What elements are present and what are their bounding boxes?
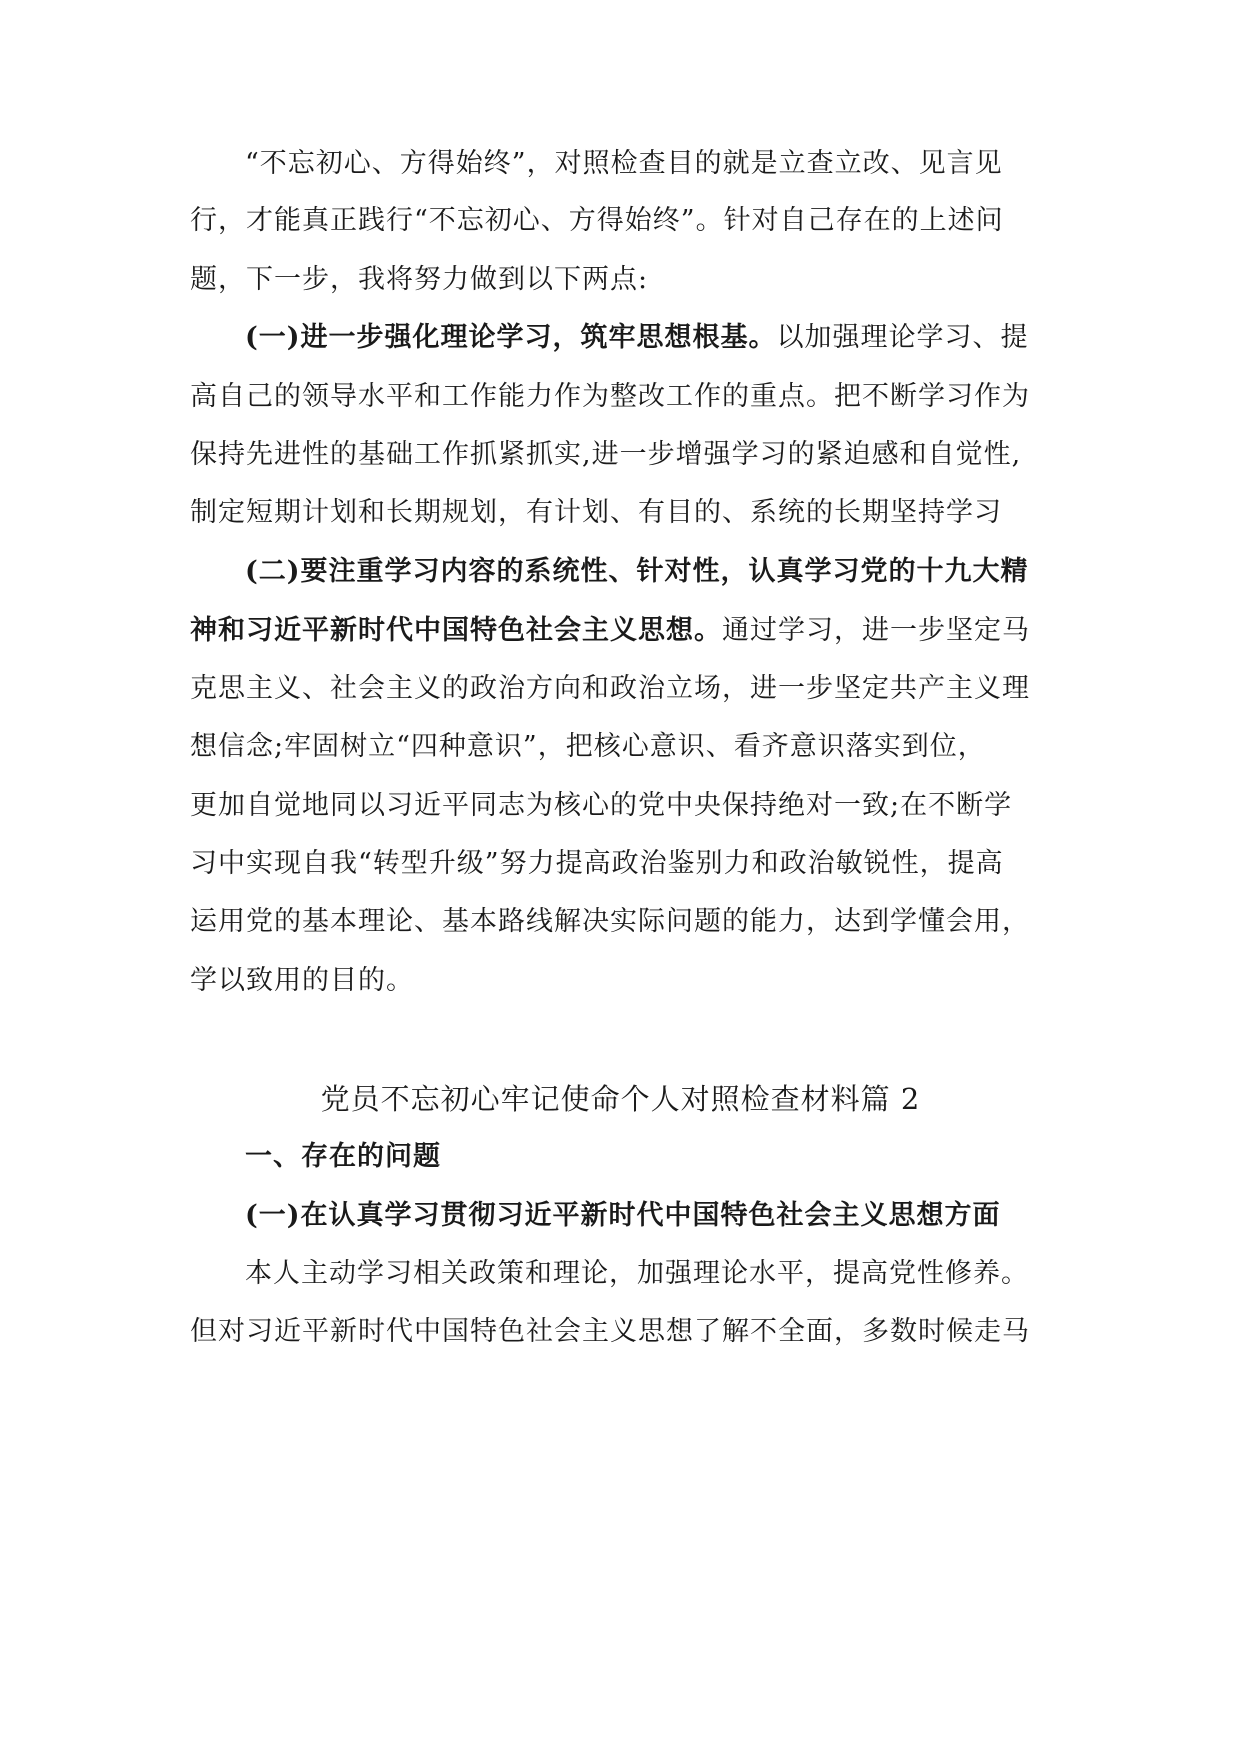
item2-line-8: 学以致用的目的。 [190, 965, 414, 996]
item1-line-4: 制定短期计划和长期规划，有计划、有目的、系统的长期坚持学习 [190, 497, 1002, 528]
para1-line-1: “不忘初心、方得始终”，对照检查目的就是立查立改、见言见 [245, 148, 1003, 179]
item2-line-5: 更加自觉地同以习近平同志为核心的党中央保持绝对一致;在不断学 [190, 790, 1013, 821]
section2-title: 党员不忘初心牢记使命个人对照检查材料篇 2 [320, 1082, 921, 1116]
item1-line-2: 高自己的领导水平和工作能力作为整改工作的重点。把不断学习作为 [190, 381, 1030, 412]
item2-heading-line-2: 神和习近平新时代中国特色社会主义思想。 [190, 615, 722, 646]
para1-line-3: 题，下一步，我将努力做到以下两点: [190, 264, 649, 295]
section2-body-line-2: 但对习近平新时代中国特色社会主义思想了解不全面，多数时候走马 [190, 1316, 1030, 1347]
item1-heading: (一)进一步强化理论学习，筑牢思想根基。 [245, 322, 777, 353]
item2-line-2-rest: 通过学习，进一步坚定马 [722, 615, 1030, 646]
item1-first-line-rest: 以加强理论学习、提 [776, 322, 1029, 353]
para1-line-2: 行，才能真正践行“不忘初心、方得始终”。针对自己存在的上述问 [190, 205, 1004, 236]
section2-body-line-1: 本人主动学习相关政策和理论，加强理论水平，提高党性修养。 [245, 1258, 1029, 1289]
item2-heading-line-1: (二)要注重学习内容的系统性、针对性，认真学习党的十九大精 [245, 556, 1029, 587]
item2-line-7: 运用党的基本理论、基本路线解决实际问题的能力，达到学懂会用， [190, 906, 1030, 937]
item2-line-4: 想信念;牢固树立“四种意识”，把核心意识、看齐意识落实到位， [190, 731, 986, 762]
item2-line-6: 习中实现自我“转型升级”努力提高政治鉴别力和政治敏锐性，提高 [190, 848, 1004, 879]
item2-line-2 [190, 615, 1030, 647]
item1-first-line [245, 322, 1029, 354]
item2-line-3: 克思主义、社会主义的政治方向和政治立场，进一步坚定共产主义理 [190, 673, 1030, 704]
item1-line-3: 保持先进性的基础工作抓紧抓实,进一步增强学习的紧迫感和自觉性, [190, 439, 1022, 470]
section2-part1-heading: 一、存在的问题 [245, 1141, 441, 1172]
section2-sub1-heading: (一)在认真学习贯彻习近平新时代中国特色社会主义思想方面 [245, 1200, 1001, 1231]
